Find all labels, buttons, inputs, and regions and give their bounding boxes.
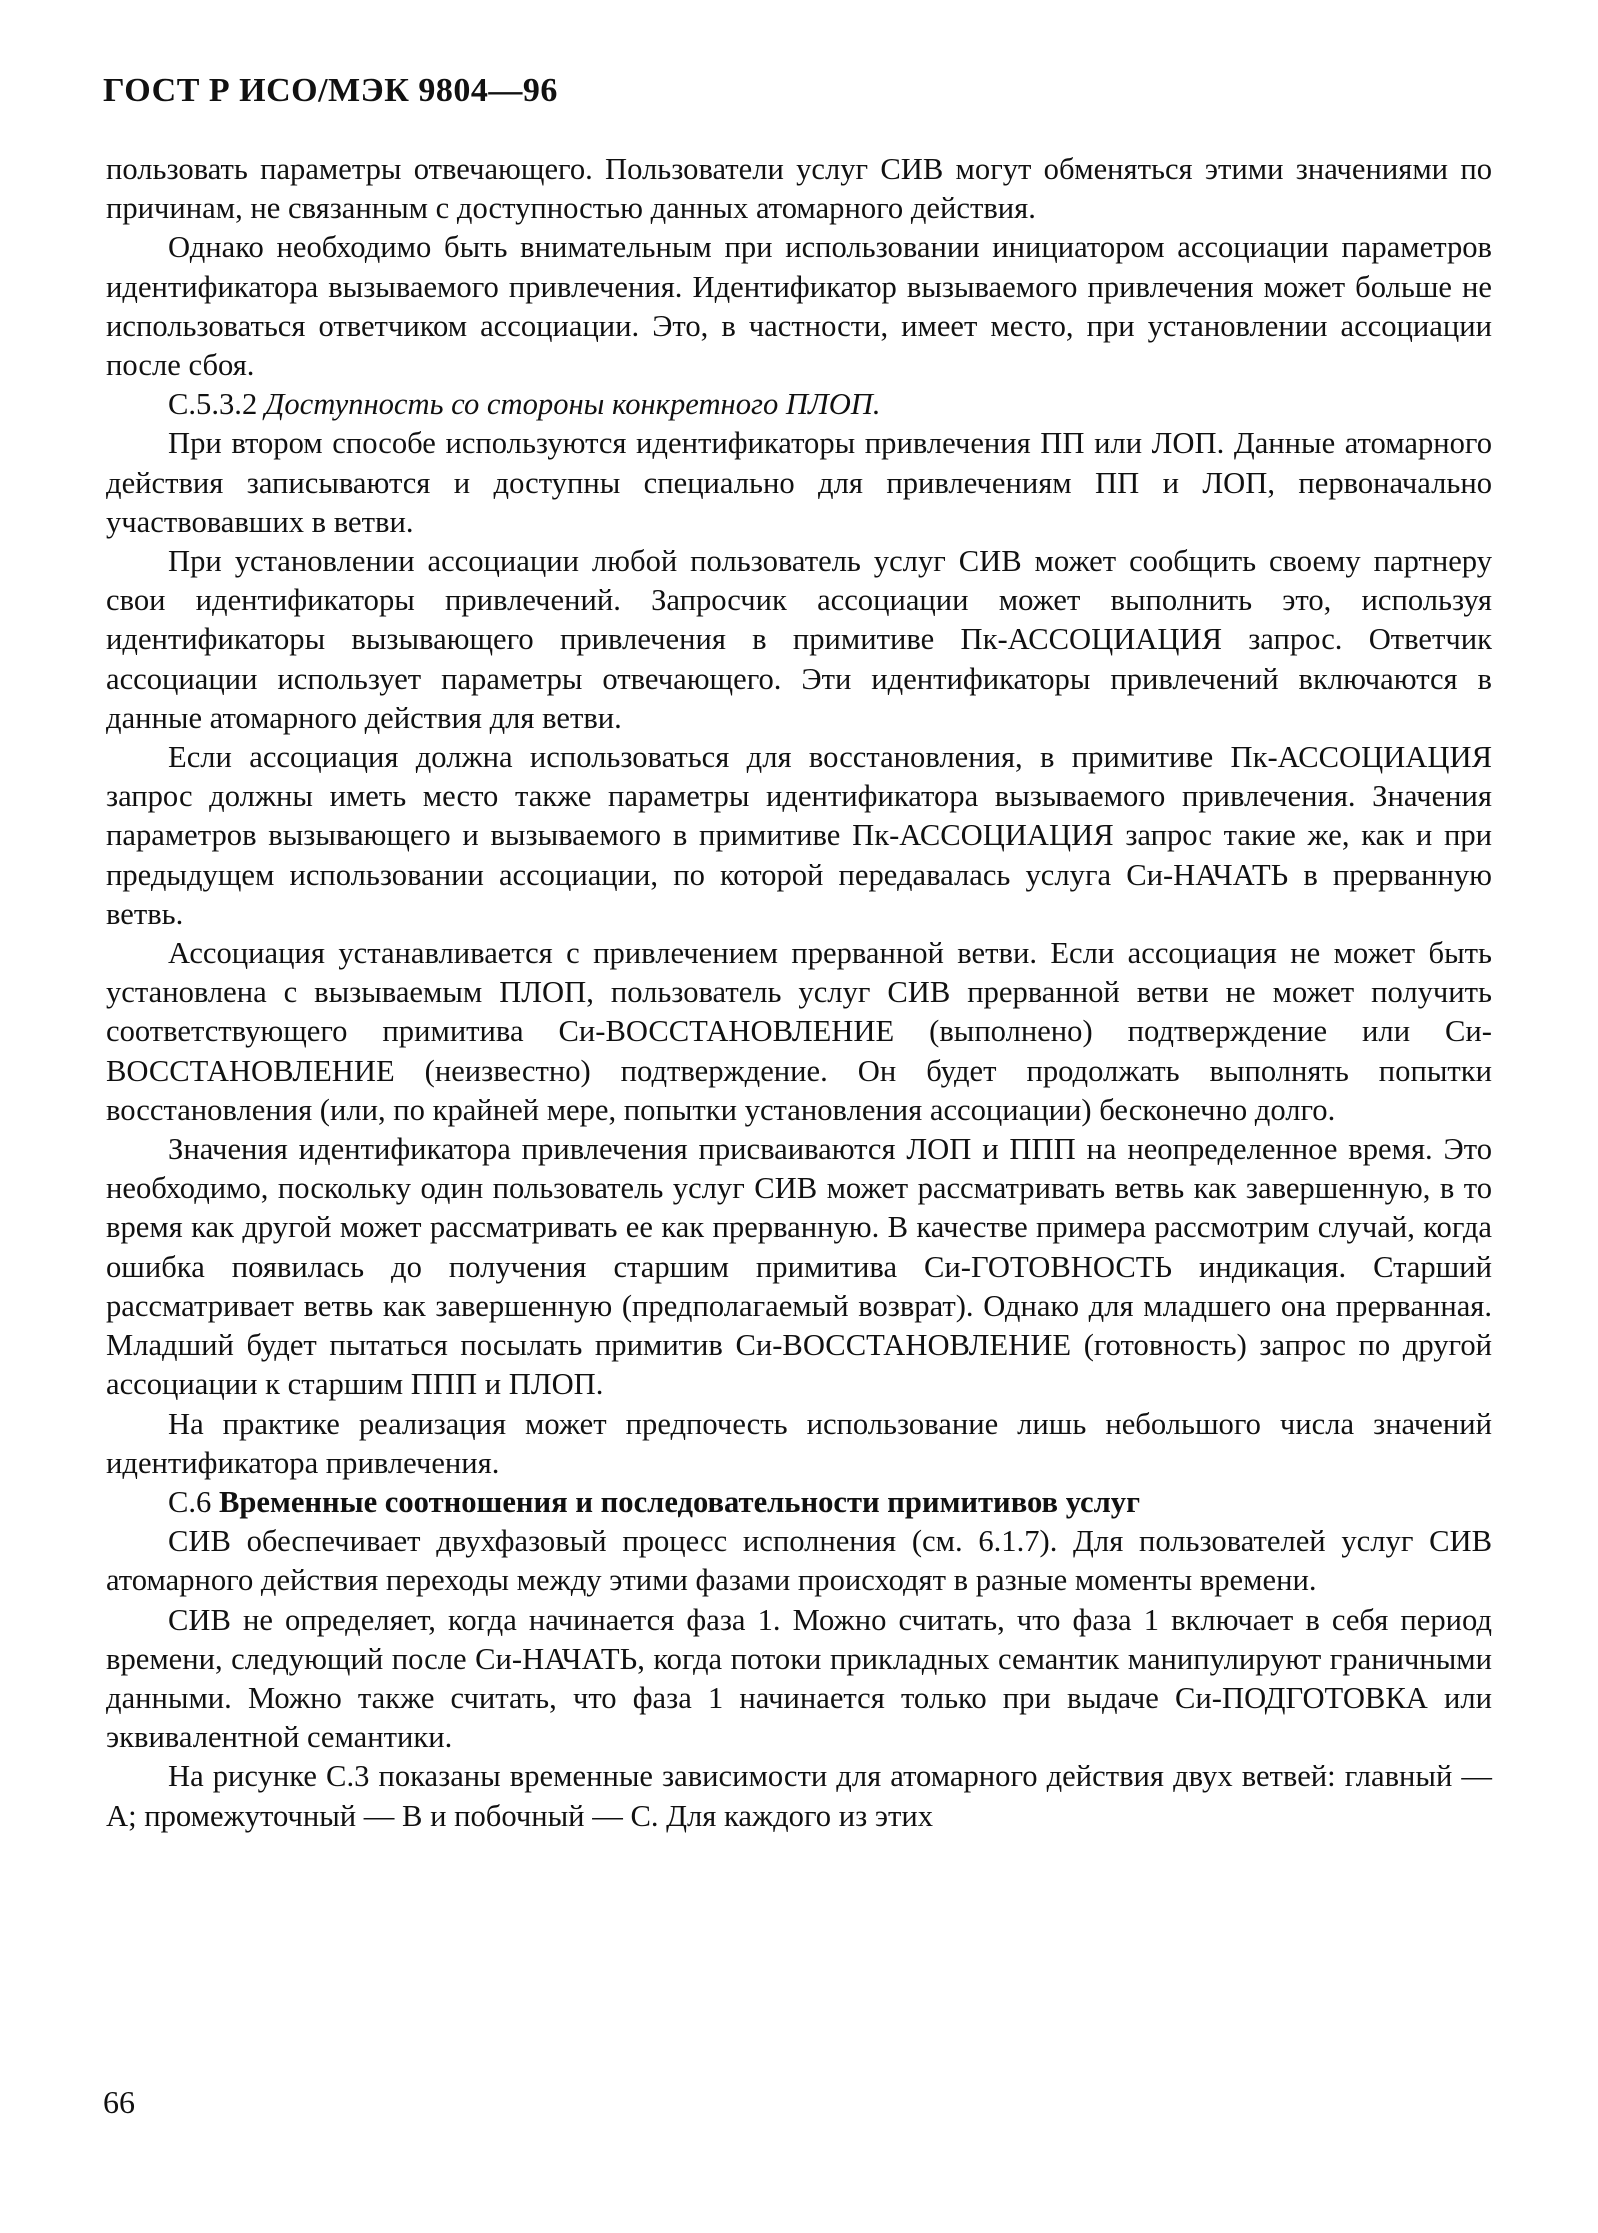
section-number: С.5.3.2 xyxy=(168,387,258,422)
section-heading-c6 xyxy=(106,1483,1492,1522)
section-title: Временные соотношения и последовательности примитивов услуг xyxy=(219,1484,1140,1519)
section-title: Доступность со стороны конкретного ПЛОП. xyxy=(264,387,881,422)
paragraph: При установлении ассоциации любой пользователь услуг СИВ может сообщить своему партнеру свои идентификаторы привлечений. Запросчик ассоциации может выполнить это, используя идентификаторы вызывающего привлечения в примитиве Пк-АССОЦИАЦИЯ запрос. Ответчик ассоциации использует параметры отвечающего. Эти идентификаторы привлечений включаются в данные атомарного действия для ветви. xyxy=(106,544,1492,735)
paragraph: СИВ не определяет, когда начинается фаза 1. Можно считать, что фаза 1 включает в себя период времени, следующий после Си-НАЧАТЬ, когда потоки прикладных семантик манипулируют граничными данными. Можно также считать, что фаза 1 начинается только при выдаче Си-ПОДГОТОВКА или эквивалентной семантики. xyxy=(106,1602,1492,1755)
paragraph: СИВ обеспечивает двухфазовый процесс исполнения (см. 6.1.7). Для пользователей услуг СИВ атомарного действия переходы между этими фазами происходят в разные моменты времени. xyxy=(106,1524,1492,1598)
paragraph: На практике реализация может предпочесть использование лишь небольшого числа значений идентификатора привлечения. xyxy=(106,1406,1492,1480)
paragraph: При втором способе используются идентификаторы привлечения ПП или ЛОП. Данные атомарного действия записываются и доступны специально для привлечениям ПП и ЛОП, первоначально участвовавших в ветви. xyxy=(106,426,1492,539)
paragraph: Однако необходимо быть внимательным при использовании инициатором ассоциации параметров идентификатора вызываемого привлечения. Идентификатор вызываемого привлечения может больше не использоваться ответчиком ассоциации. Это, в частности, имеет место, при установлении ассоциации после сбоя. xyxy=(106,230,1492,383)
paragraph: Значения идентификатора привлечения присваиваются ЛОП и ППП на неопределенное время. Это необходимо, поскольку один пользователь услуг СИВ может рассматривать ветвь как завершенную, в то время как другой может рассматривать ее как прерванную. В качестве примера рассмотрим случай, когда ошибка появилась до получения старшим примитива Си-ГОТОВНОСТЬ индикация. Старший рассматривает ветвь как завершенную (предполагаемый возврат). Однако для младшего она прерванная. Младший будет пытаться посылать примитив Си-ВОССТАНОВЛЕНИЕ (готовность) запрос по другой ассоциации к старшим ППП и ПЛОП. xyxy=(106,1132,1492,1402)
section-heading-c5-3-2 xyxy=(106,385,1492,424)
paragraph-continuation: пользовать параметры отвечающего. Пользователи услуг СИВ могут обменяться этими значениями по причинам, не связанным с доступностью данных атомарного действия. xyxy=(106,152,1492,226)
paragraph: Если ассоциация должна использоваться для восстановления, в примитиве Пк-АССОЦИАЦИЯ запрос должны иметь место также параметры идентификатора вызываемого привлечения. Значения параметров вызывающего и вызываемого в примитиве Пк-АССОЦИАЦИЯ запрос такие же, как и при предыдущем использовании ассоциации, по которой передавалась услуга Си-НАЧАТЬ в прерванную ветвь. xyxy=(106,740,1492,931)
paragraph: Ассоциация устанавливается с привлечением прерванной ветви. Если ассоциация не может быть установлена с вызываемым ПЛОП, пользователь услуг СИВ прерванной ветви не может получить соответствующего примитива Си-ВОССТАНОВЛЕНИЕ (выполнено) подтверждение или Си-ВОССТАНОВЛЕНИЕ (неизвестно) подтверждение. Он будет продолжать выполнять попытки восстановления (или, по крайней мере, попытки установления ассоциации) бесконечно долго. xyxy=(106,936,1492,1127)
document-header: ГОСТ Р ИСО/МЭК 9804—96 xyxy=(103,72,558,109)
page-number: 66 xyxy=(103,2084,135,2120)
paragraph: На рисунке С.3 показаны временные зависимости для атомарного действия двух ветвей: главный — А; промежуточный — В и побочный — С. Для каждого из этих xyxy=(106,1759,1492,1833)
document-body xyxy=(106,150,1492,1836)
section-number: С.6 xyxy=(168,1484,212,1519)
